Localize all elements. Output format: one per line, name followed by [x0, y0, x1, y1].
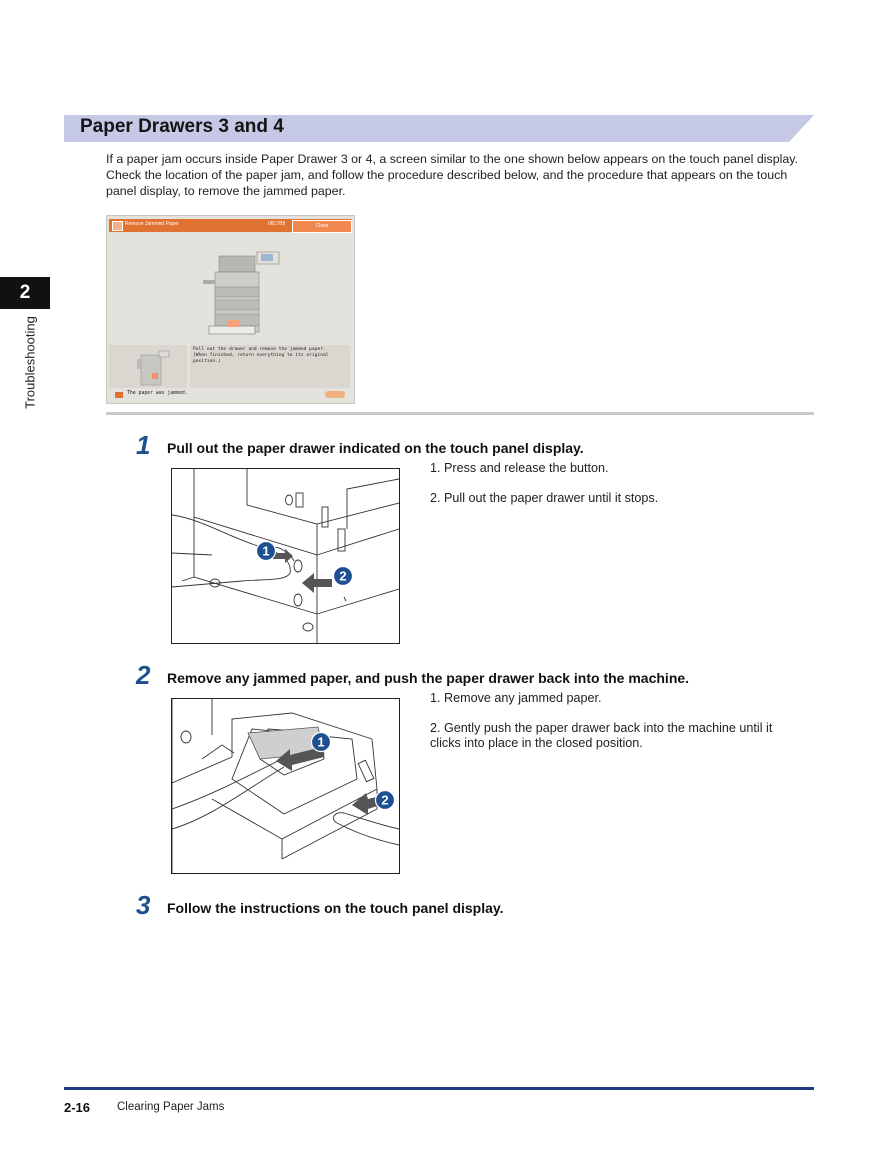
pull-drawer-illustration	[172, 469, 399, 643]
copier-thumbnail-icon	[109, 345, 187, 388]
step-3-title: Follow the instructions on the touch panel display.	[167, 900, 504, 916]
chapter-label: Troubleshooting	[22, 316, 38, 409]
footer-section-name: Clearing Paper Jams	[117, 1101, 225, 1113]
step-1-illustration	[171, 468, 400, 644]
step-2-substep-1: 1. Remove any jammed paper.	[430, 691, 602, 705]
callout-2-badge	[332, 565, 354, 587]
touch-panel-message-text: Pull out the drawer and remove the jammed paper. (When finished, return everything to its original position.)	[193, 347, 329, 364]
section-title: Paper Drawers 3 and 4	[80, 116, 284, 137]
callout-1-label: 1	[262, 543, 270, 559]
section-header-banner	[64, 115, 814, 142]
step-2-title: Remove any jammed paper, and push the paper drawer back into the machine.	[167, 670, 690, 686]
touch-panel-title: Remove Jammed Paper	[125, 221, 179, 227]
step-1-substep-1: 1. Press and release the button.	[430, 461, 609, 475]
section-divider	[106, 412, 814, 415]
step-2-illustration	[171, 698, 400, 874]
touch-panel-status-button[interactable]	[325, 391, 345, 398]
callout-1-label-step2: 1	[317, 734, 325, 750]
intro-paragraph: If a paper jam occurs inside Paper Drawer 3 or 4, a screen similar to the one shown below appears on the touch panel display. Check the location of the paper jam, and follow the procedure described below, and the procedure that appears on the touch panel display, to remove the jammed paper.	[106, 152, 798, 198]
touch-panel-status-bar	[109, 390, 352, 401]
step-1-number: 1	[136, 430, 151, 460]
callout-2-label: 2	[339, 568, 347, 584]
touch-panel-message	[190, 345, 350, 388]
touch-panel-status-text: The paper was jammed.	[127, 391, 188, 396]
step-1-title: Pull out the paper drawer indicated on the touch panel display.	[167, 440, 584, 456]
step-1-substep-2: 2. Pull out the paper drawer until it stops.	[430, 491, 659, 505]
touch-panel-close-button[interactable]: Close	[292, 220, 352, 233]
remove-paper-illustration	[172, 699, 399, 873]
callout-2-label-step2: 2	[381, 792, 389, 808]
footer-rule	[64, 1087, 814, 1090]
touch-panel-thumbnail	[109, 345, 187, 388]
step-3-number: 3	[136, 890, 151, 920]
step-2-substep-2: 2. Gently push the paper drawer back into the machine until it clicks into place in the closed position.	[430, 721, 773, 750]
step-2-number: 2	[136, 660, 151, 690]
status-warning-icon	[115, 392, 123, 398]
touch-panel-screenshot	[106, 215, 355, 404]
callout-2-badge-step2	[374, 789, 396, 811]
callout-1-badge	[255, 540, 277, 562]
page-number: 2-16	[64, 1100, 91, 1115]
callout-1-badge-step2	[310, 731, 332, 753]
touch-panel-header	[109, 219, 352, 232]
touch-panel-code: 0817B9	[268, 221, 286, 227]
copier-machine-icon	[197, 242, 287, 342]
chapter-tab[interactable]: 2	[0, 277, 50, 309]
jam-warning-icon	[112, 221, 123, 231]
